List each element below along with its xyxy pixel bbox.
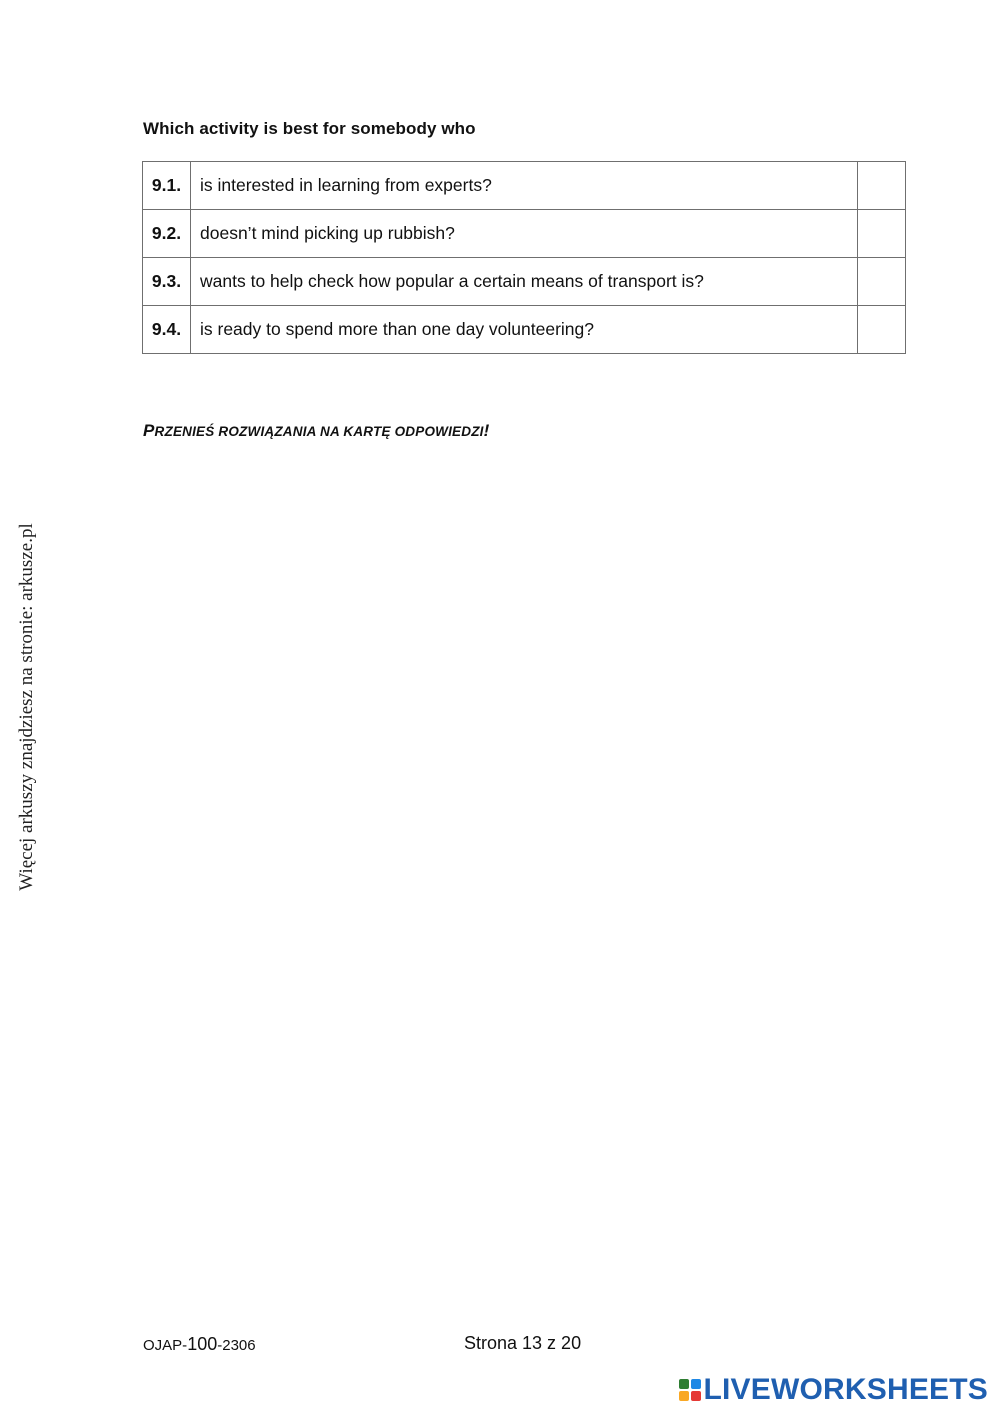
table-row (143, 162, 906, 210)
item-number: 9.4. (143, 306, 191, 354)
instruction-initial: P (143, 421, 155, 440)
exam-code-number: 100 (187, 1334, 218, 1354)
item-number: 9.2. (143, 210, 191, 258)
logo-square (679, 1391, 689, 1401)
answer-box[interactable] (858, 162, 906, 210)
brand-name: LIVEWORKSHEETS (703, 1373, 988, 1406)
logo-square (679, 1379, 689, 1389)
item-number: 9.3. (143, 258, 191, 306)
exam-code (143, 1334, 256, 1355)
item-text: is ready to spend more than one day volunteering? (191, 306, 858, 354)
side-watermark-text: Więcej arkuszy znajdziesz na stronie: arkusze.pl (16, 523, 37, 891)
item-text: is interested in learning from experts? (191, 162, 858, 210)
table-row (143, 210, 906, 258)
table-row (143, 258, 906, 306)
answer-box[interactable] (858, 210, 906, 258)
page-number: Strona 13 z 20 (464, 1333, 582, 1353)
logo-square (691, 1391, 701, 1401)
item-number: 9.1. (143, 162, 191, 210)
transfer-instruction (143, 421, 489, 441)
exam-code-suffix: -2306 (217, 1337, 256, 1354)
question-heading: Which activity is best for somebody who (143, 119, 476, 138)
item-text: wants to help check how popular a certain means of transport is? (191, 258, 858, 306)
answer-table (142, 161, 906, 354)
item-text: doesn’t mind picking up rubbish? (191, 210, 858, 258)
liveworksheets-logo-icon (679, 1379, 701, 1401)
answer-box[interactable] (858, 258, 906, 306)
table-row (143, 306, 906, 354)
exam-code-prefix: OJAP- (143, 1337, 188, 1354)
logo-square (691, 1379, 701, 1389)
answer-box[interactable] (858, 306, 906, 354)
instruction-mark: ! (483, 421, 490, 440)
liveworksheets-brand (679, 1373, 989, 1407)
instruction-body: RZENIEŚ ROZWIĄZANIA NA KARTĘ ODPOWIEDZI (154, 424, 484, 439)
